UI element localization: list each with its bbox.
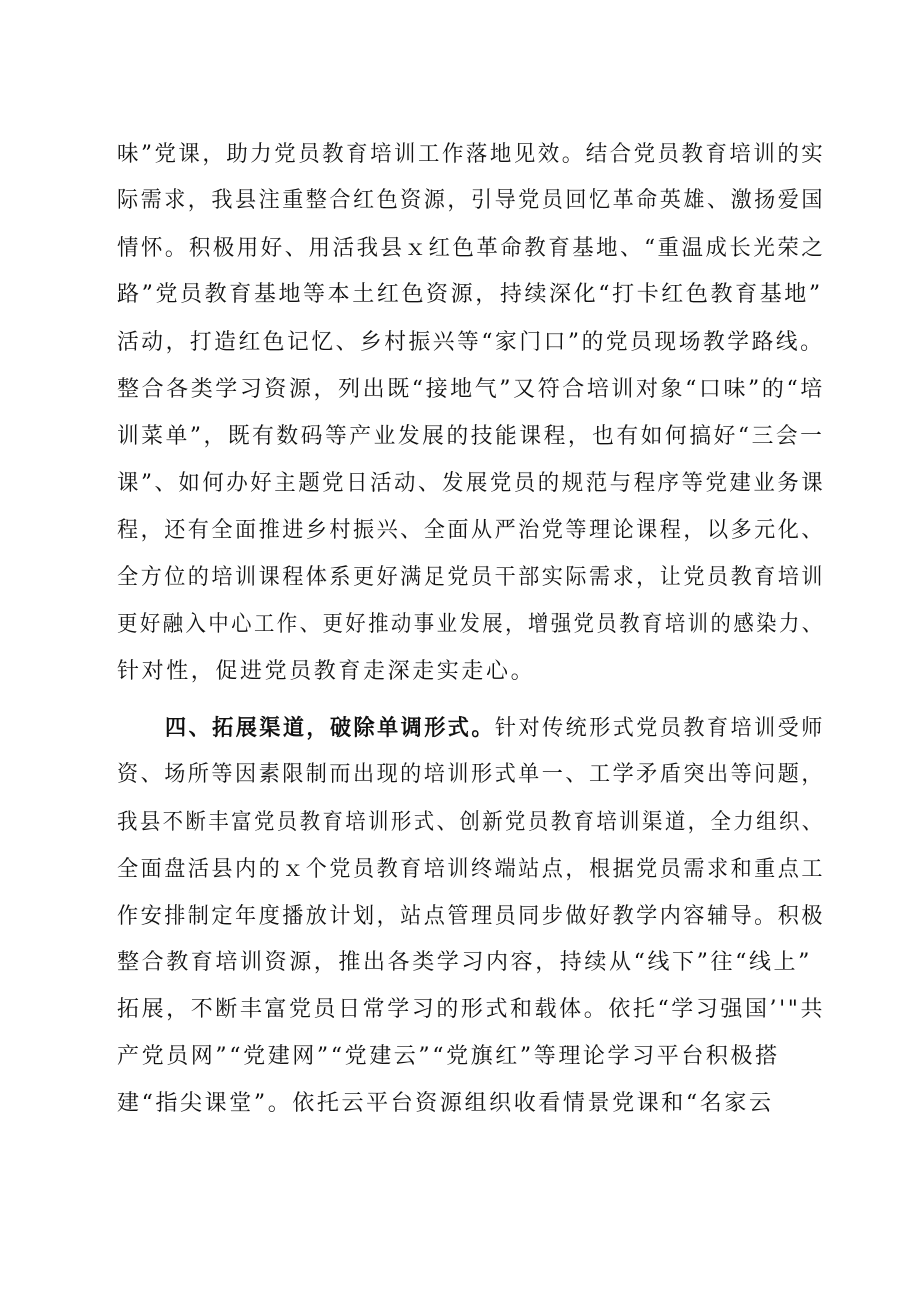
text-line: 整合各类学习资源，列出既“接地气”又符合培训对象“口味”的“培 [117,377,825,402]
text-line: 我县不断丰富党员教育培训形式、创新党员教育培训渠道，全力组织、 [117,810,825,835]
text-line: 资、场所等因素限制而出现的培训形式单一、工学矛盾突出等问题， [117,762,825,787]
text-line: 建“指尖课堂”。依托云平台资源组织收看情景党课和“名家云 [117,1091,774,1116]
text-line: 课”、如何办好主题党日活动、发展党员的规范与程序等党建业务课 [117,471,826,496]
text-line: 路”党员教育基地等本土红色资源，持续深化“打卡红色教育基地” [117,282,823,307]
text-line: 程，还有全面推进乡村振兴、全面从严治党等理论课程，以多元化、 [117,518,825,543]
text-line: 拓展，不断丰富党员日常学习的形式和载体。依托“学习强国’'"共 [117,997,826,1022]
text-line: 全面盘活县内的ｘ个党员教育培训终端站点，根据党员需求和重点工 [117,857,825,882]
text-span: 针对传统形式党员教育培训受师 [494,716,825,741]
text-line: 活动，打造红色记忆、乡村振兴等“家门口”的党员现场教学路线。 [117,330,825,355]
text-line: 全方位的培训课程体系更好满足党员干部实际需求，让党员教育培训 [117,565,825,590]
paragraph-first-line [165,714,825,744]
text-line: 整合教育培训资源，推出各类学习内容，持续从“线下”往“线上” [117,950,812,975]
text-line: 更好融入中心工作、更好推动事业发展，增强党员教育培训的感染力、 [117,612,825,637]
text-line: 训菜单”，既有数码等产业发展的技能课程，也有如何搞好“三会一 [117,424,825,449]
text-line: 针对性，促进党员教育走深走实走心。 [117,659,536,684]
text-line: 味”党课，助力党员教育培训工作落地见效。结合党员教育培训的实 [117,142,826,167]
section-heading: 四、拓展渠道，破除单调形式。 [165,716,495,741]
text-line: 产党员网”“党建网”“党建云”“党旗红”等理论学习平台积极搭 [117,1044,780,1069]
text-line: 作安排制定年度播放计划，站点管理员同步做好教学内容辅导。积极 [117,904,825,929]
text-line: 际需求，我县注重整合红色资源，引导党员回忆革命英雄、激扬爱国 [117,188,825,213]
text-line: 情怀。积极用好、用活我县ｘ红色革命教育基地、“重温成长光荣之 [117,236,826,261]
